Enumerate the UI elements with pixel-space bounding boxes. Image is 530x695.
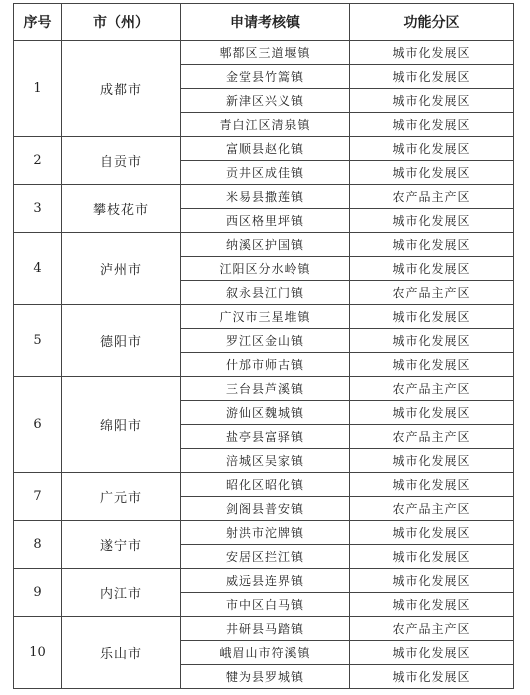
row-index-cell: 4 — [14, 233, 62, 305]
zone-cell: 城市化发展区 — [350, 41, 514, 65]
town-cell: 涪城区吴家镇 — [181, 449, 350, 473]
zone-cell: 城市化发展区 — [350, 569, 514, 593]
town-assessment-table — [13, 3, 514, 689]
town-cell: 井研县马踏镇 — [181, 617, 350, 641]
town-cell: 射洪市沱牌镇 — [181, 521, 350, 545]
header-index: 序号 — [14, 4, 62, 41]
zone-cell: 城市化发展区 — [350, 233, 514, 257]
zone-cell: 城市化发展区 — [350, 89, 514, 113]
table-row — [14, 617, 514, 641]
zone-cell: 城市化发展区 — [350, 209, 514, 233]
row-index-cell: 2 — [14, 137, 62, 185]
town-cell: 市中区白马镇 — [181, 593, 350, 617]
zone-cell: 城市化发展区 — [350, 641, 514, 665]
table-row — [14, 41, 514, 65]
zone-cell: 城市化发展区 — [350, 401, 514, 425]
row-index-cell: 7 — [14, 473, 62, 521]
town-cell: 安居区拦江镇 — [181, 545, 350, 569]
table-row — [14, 473, 514, 497]
city-cell: 广元市 — [62, 473, 181, 521]
town-cell: 什邡市师古镇 — [181, 353, 350, 377]
table-row — [14, 185, 514, 209]
town-cell: 贡井区成佳镇 — [181, 161, 350, 185]
table-header-row — [14, 4, 514, 41]
city-cell: 自贡市 — [62, 137, 181, 185]
town-cell: 峨眉山市符溪镇 — [181, 641, 350, 665]
zone-cell: 城市化发展区 — [350, 329, 514, 353]
zone-cell: 城市化发展区 — [350, 113, 514, 137]
town-cell: 西区格里坪镇 — [181, 209, 350, 233]
row-index-cell: 5 — [14, 305, 62, 377]
town-cell: 金堂县竹篙镇 — [181, 65, 350, 89]
city-cell: 泸州市 — [62, 233, 181, 305]
zone-cell: 城市化发展区 — [350, 665, 514, 689]
table-row — [14, 233, 514, 257]
town-cell: 富顺县赵化镇 — [181, 137, 350, 161]
zone-cell: 城市化发展区 — [350, 257, 514, 281]
row-index-cell: 1 — [14, 41, 62, 137]
zone-cell: 农产品主产区 — [350, 425, 514, 449]
document-page — [13, 3, 513, 689]
town-cell: 江阳区分水岭镇 — [181, 257, 350, 281]
town-cell: 罗江区金山镇 — [181, 329, 350, 353]
city-cell: 内江市 — [62, 569, 181, 617]
town-cell: 新津区兴义镇 — [181, 89, 350, 113]
header-town: 申请考核镇 — [181, 4, 350, 41]
town-cell: 三台县芦溪镇 — [181, 377, 350, 401]
town-cell: 威远县连界镇 — [181, 569, 350, 593]
zone-cell: 农产品主产区 — [350, 377, 514, 401]
zone-cell: 农产品主产区 — [350, 281, 514, 305]
zone-cell: 城市化发展区 — [350, 137, 514, 161]
city-cell: 遂宁市 — [62, 521, 181, 569]
zone-cell: 城市化发展区 — [350, 521, 514, 545]
zone-cell: 农产品主产区 — [350, 497, 514, 521]
zone-cell: 城市化发展区 — [350, 545, 514, 569]
town-cell: 郫都区三道堰镇 — [181, 41, 350, 65]
city-cell: 德阳市 — [62, 305, 181, 377]
town-cell: 广汉市三星堆镇 — [181, 305, 350, 329]
table-body — [14, 41, 514, 689]
town-cell: 犍为县罗城镇 — [181, 665, 350, 689]
town-cell: 纳溪区护国镇 — [181, 233, 350, 257]
town-cell: 游仙区魏城镇 — [181, 401, 350, 425]
zone-cell: 城市化发展区 — [350, 305, 514, 329]
town-cell: 剑阁县普安镇 — [181, 497, 350, 521]
row-index-cell: 8 — [14, 521, 62, 569]
table-row — [14, 569, 514, 593]
header-city: 市（州） — [62, 4, 181, 41]
zone-cell: 城市化发展区 — [350, 449, 514, 473]
zone-cell: 农产品主产区 — [350, 617, 514, 641]
row-index-cell: 6 — [14, 377, 62, 473]
table-row — [14, 137, 514, 161]
town-cell: 盐亭县富驿镇 — [181, 425, 350, 449]
row-index-cell: 9 — [14, 569, 62, 617]
table-row — [14, 305, 514, 329]
city-cell: 绵阳市 — [62, 377, 181, 473]
city-cell: 成都市 — [62, 41, 181, 137]
table-row — [14, 521, 514, 545]
city-cell: 攀枝花市 — [62, 185, 181, 233]
town-cell: 青白江区清泉镇 — [181, 113, 350, 137]
zone-cell: 城市化发展区 — [350, 161, 514, 185]
row-index-cell: 10 — [14, 617, 62, 689]
zone-cell: 城市化发展区 — [350, 353, 514, 377]
zone-cell: 农产品主产区 — [350, 185, 514, 209]
town-cell: 米易县撒莲镇 — [181, 185, 350, 209]
header-zone: 功能分区 — [350, 4, 514, 41]
zone-cell: 城市化发展区 — [350, 473, 514, 497]
zone-cell: 城市化发展区 — [350, 65, 514, 89]
city-cell: 乐山市 — [62, 617, 181, 689]
town-cell: 叙永县江门镇 — [181, 281, 350, 305]
zone-cell: 城市化发展区 — [350, 593, 514, 617]
town-cell: 昭化区昭化镇 — [181, 473, 350, 497]
table-row — [14, 377, 514, 401]
row-index-cell: 3 — [14, 185, 62, 233]
